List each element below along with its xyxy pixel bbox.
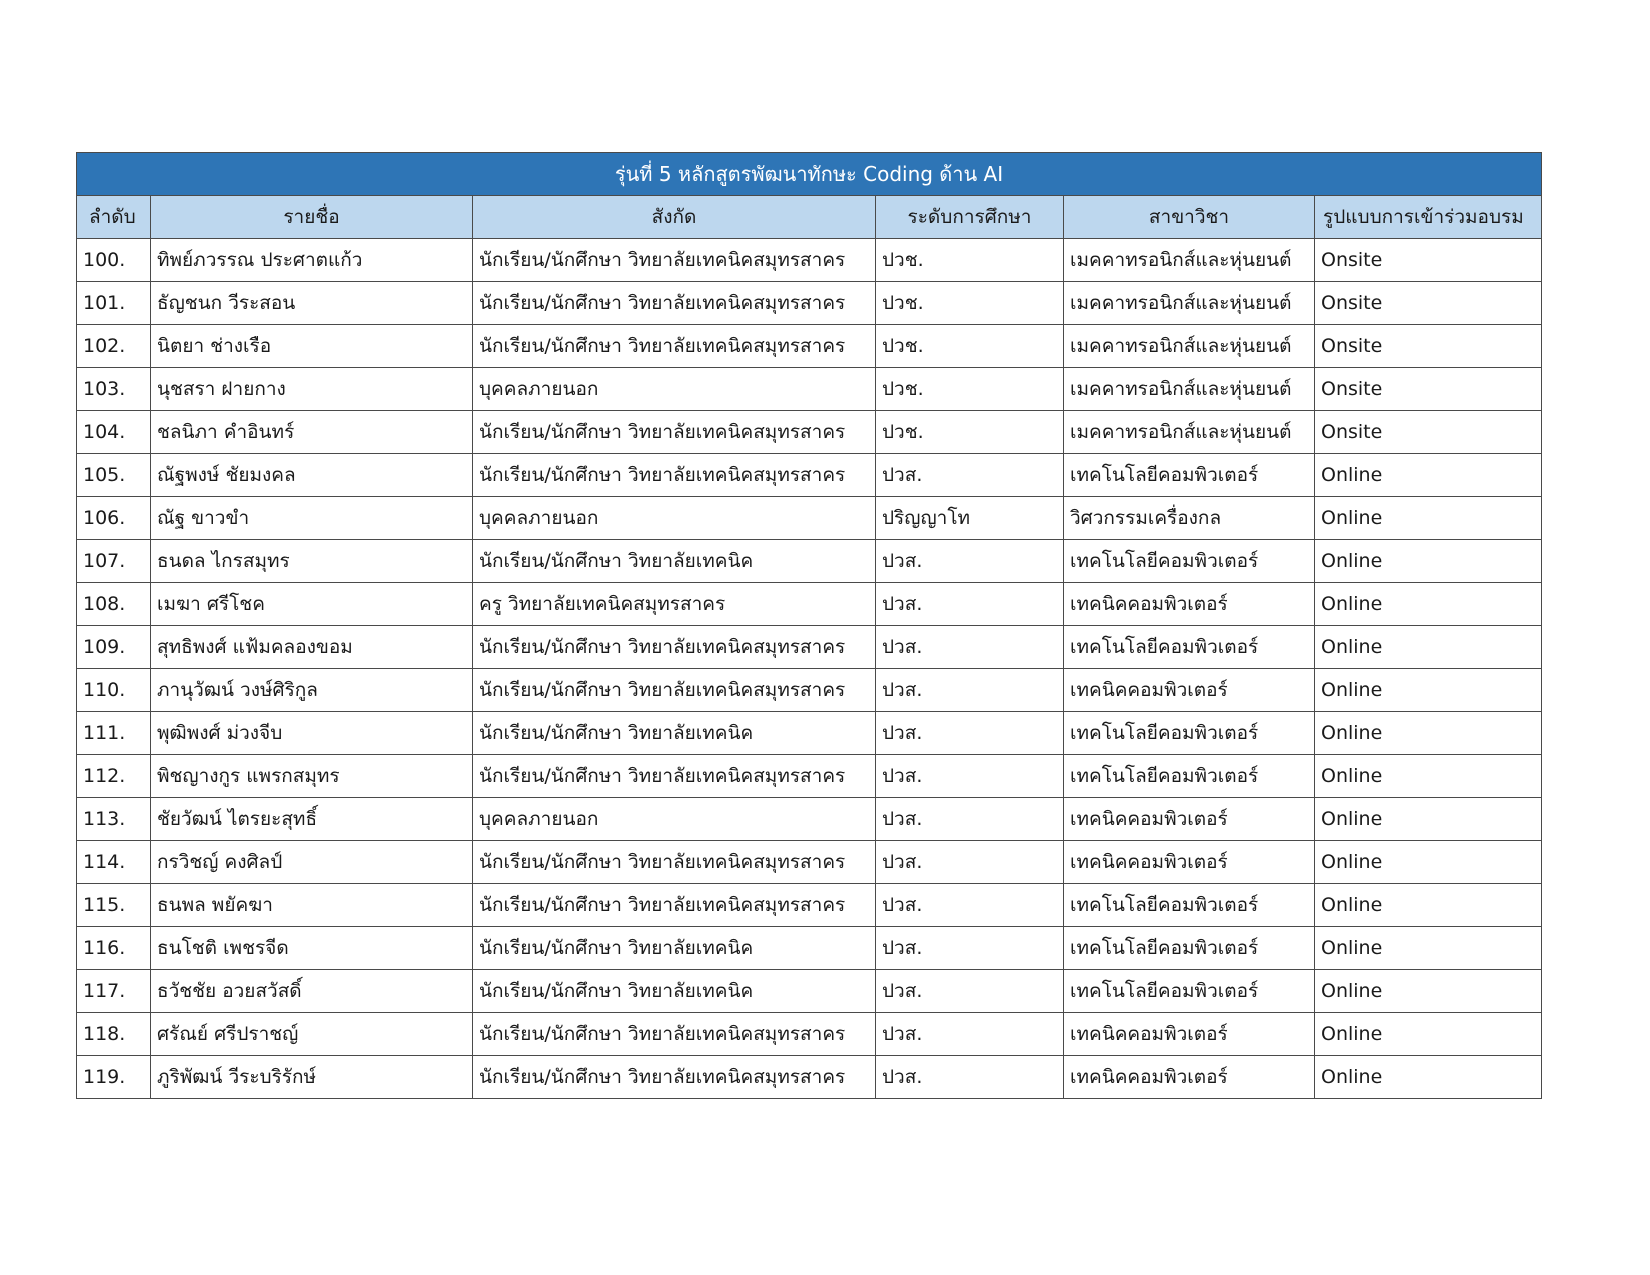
table-row xyxy=(77,970,1542,1013)
cell-mode: Online xyxy=(1315,497,1542,540)
cell-mode: Online xyxy=(1315,1056,1542,1099)
cell-mode: Onsite xyxy=(1315,239,1542,282)
cell-index: 109. xyxy=(77,626,151,669)
cell-affiliation: นักเรียน/นักศึกษา วิทยาลัยเทคนิคสมุทรสาคร xyxy=(473,1013,876,1056)
cell-mode: Online xyxy=(1315,669,1542,712)
cell-mode: Onsite xyxy=(1315,411,1542,454)
table-row xyxy=(77,368,1542,411)
table-row xyxy=(77,841,1542,884)
cell-index: 116. xyxy=(77,927,151,970)
header-level: ระดับการศึกษา xyxy=(876,196,1064,239)
cell-level: ปวช. xyxy=(876,282,1064,325)
cell-affiliation: นักเรียน/นักศึกษา วิทยาลัยเทคนิค xyxy=(473,712,876,755)
cell-level: ปริญญาโท xyxy=(876,497,1064,540)
cell-mode: Online xyxy=(1315,841,1542,884)
cell-mode: Online xyxy=(1315,970,1542,1013)
cell-affiliation: นักเรียน/นักศึกษา วิทยาลัยเทคนิคสมุทรสาคร xyxy=(473,1056,876,1099)
cell-affiliation: นักเรียน/นักศึกษา วิทยาลัยเทคนิคสมุทรสาคร xyxy=(473,411,876,454)
cell-affiliation: นักเรียน/นักศึกษา วิทยาลัยเทคนิคสมุทรสาคร xyxy=(473,755,876,798)
cell-affiliation: นักเรียน/นักศึกษา วิทยาลัยเทคนิค xyxy=(473,540,876,583)
cell-index: 104. xyxy=(77,411,151,454)
cell-level: ปวส. xyxy=(876,884,1064,927)
cell-mode: Online xyxy=(1315,1013,1542,1056)
cell-name: ภานุวัฒน์ วงษ์ศิริกูล xyxy=(151,669,473,712)
cell-index: 107. xyxy=(77,540,151,583)
cell-level: ปวส. xyxy=(876,1013,1064,1056)
cell-index: 117. xyxy=(77,970,151,1013)
cell-major: เทคนิคคอมพิวเตอร์ xyxy=(1064,1013,1315,1056)
cell-major: เทคโนโลยีคอมพิวเตอร์ xyxy=(1064,454,1315,497)
cell-mode: Online xyxy=(1315,454,1542,497)
cell-major: เทคโนโลยีคอมพิวเตอร์ xyxy=(1064,626,1315,669)
cell-mode: Online xyxy=(1315,884,1542,927)
cell-mode: Online xyxy=(1315,755,1542,798)
cell-level: ปวส. xyxy=(876,927,1064,970)
cell-name: พุฒิพงศ์ ม่วงจีบ xyxy=(151,712,473,755)
cell-affiliation: นักเรียน/นักศึกษา วิทยาลัยเทคนิคสมุทรสาคร xyxy=(473,325,876,368)
cell-level: ปวช. xyxy=(876,411,1064,454)
cell-level: ปวส. xyxy=(876,712,1064,755)
cell-name: พิชญางกูร แพรกสมุทร xyxy=(151,755,473,798)
cell-major: เมคคาทรอนิกส์และหุ่นยนต์ xyxy=(1064,239,1315,282)
cell-index: 113. xyxy=(77,798,151,841)
cell-mode: Online xyxy=(1315,712,1542,755)
cell-index: 119. xyxy=(77,1056,151,1099)
cell-major: เทคโนโลยีคอมพิวเตอร์ xyxy=(1064,712,1315,755)
table-row xyxy=(77,755,1542,798)
cell-level: ปวส. xyxy=(876,540,1064,583)
participant-table xyxy=(76,152,1542,1099)
table-row xyxy=(77,454,1542,497)
table-row xyxy=(77,798,1542,841)
cell-index: 101. xyxy=(77,282,151,325)
table-title: รุ่นที่ 5 หลักสูตรพัฒนาทักษะ Coding ด้าน AI xyxy=(77,153,1542,196)
cell-level: ปวส. xyxy=(876,970,1064,1013)
cell-mode: Online xyxy=(1315,626,1542,669)
table-row xyxy=(77,411,1542,454)
cell-affiliation: บุคคลภายนอก xyxy=(473,497,876,540)
cell-mode: Onsite xyxy=(1315,368,1542,411)
cell-level: ปวส. xyxy=(876,626,1064,669)
cell-major: เทคนิคคอมพิวเตอร์ xyxy=(1064,841,1315,884)
table-row xyxy=(77,239,1542,282)
table-title-row xyxy=(77,153,1542,196)
cell-level: ปวช. xyxy=(876,368,1064,411)
table-header-row xyxy=(77,196,1542,239)
cell-index: 106. xyxy=(77,497,151,540)
cell-level: ปวช. xyxy=(876,239,1064,282)
header-affiliation: สังกัด xyxy=(473,196,876,239)
cell-affiliation: นักเรียน/นักศึกษา วิทยาลัยเทคนิคสมุทรสาคร xyxy=(473,239,876,282)
cell-level: ปวส. xyxy=(876,841,1064,884)
cell-index: 103. xyxy=(77,368,151,411)
cell-index: 110. xyxy=(77,669,151,712)
cell-level: ปวส. xyxy=(876,798,1064,841)
table-row xyxy=(77,282,1542,325)
header-mode: รูปแบบการเข้าร่วมอบรม xyxy=(1315,196,1542,239)
cell-index: 105. xyxy=(77,454,151,497)
cell-name: สุทธิพงศ์ แฟ้มคลองขอม xyxy=(151,626,473,669)
table-row xyxy=(77,1013,1542,1056)
table-row xyxy=(77,712,1542,755)
cell-major: เทคนิคคอมพิวเตอร์ xyxy=(1064,583,1315,626)
cell-level: ปวส. xyxy=(876,454,1064,497)
table-row xyxy=(77,626,1542,669)
cell-major: เทคนิคคอมพิวเตอร์ xyxy=(1064,1056,1315,1099)
cell-name: ภูริพัฒน์ วีระบริรักษ์ xyxy=(151,1056,473,1099)
cell-affiliation: นักเรียน/นักศึกษา วิทยาลัยเทคนิคสมุทรสาคร xyxy=(473,454,876,497)
cell-mode: Online xyxy=(1315,540,1542,583)
cell-name: ทิพย์ภวรรณ ประศาตแก้ว xyxy=(151,239,473,282)
cell-major: เทคนิคคอมพิวเตอร์ xyxy=(1064,669,1315,712)
cell-name: ชลนิภา คำอินทร์ xyxy=(151,411,473,454)
cell-name: ชัยวัฒน์ ไตรยะสุทธิ์ xyxy=(151,798,473,841)
cell-index: 102. xyxy=(77,325,151,368)
table-row xyxy=(77,884,1542,927)
cell-mode: Onsite xyxy=(1315,325,1542,368)
cell-major: เมคคาทรอนิกส์และหุ่นยนต์ xyxy=(1064,411,1315,454)
cell-name: ณัฐพงษ์ ชัยมงคล xyxy=(151,454,473,497)
cell-affiliation: นักเรียน/นักศึกษา วิทยาลัยเทคนิคสมุทรสาคร xyxy=(473,282,876,325)
cell-name: ศรัณย์ ศรีปราชญ์ xyxy=(151,1013,473,1056)
cell-name: นุชสรา ฝายกาง xyxy=(151,368,473,411)
cell-index: 108. xyxy=(77,583,151,626)
cell-major: วิศวกรรมเครื่องกล xyxy=(1064,497,1315,540)
cell-major: เมคคาทรอนิกส์และหุ่นยนต์ xyxy=(1064,368,1315,411)
header-name: รายชื่อ xyxy=(151,196,473,239)
cell-name: ธวัชชัย อวยสวัสดิ์ xyxy=(151,970,473,1013)
cell-index: 115. xyxy=(77,884,151,927)
header-index: ลำดับ xyxy=(77,196,151,239)
cell-level: ปวช. xyxy=(876,325,1064,368)
cell-index: 100. xyxy=(77,239,151,282)
cell-major: เทคโนโลยีคอมพิวเตอร์ xyxy=(1064,970,1315,1013)
cell-affiliation: ครู วิทยาลัยเทคนิคสมุทรสาคร xyxy=(473,583,876,626)
table-row xyxy=(77,1056,1542,1099)
table-row xyxy=(77,325,1542,368)
cell-affiliation: นักเรียน/นักศึกษา วิทยาลัยเทคนิคสมุทรสาคร xyxy=(473,841,876,884)
cell-affiliation: บุคคลภายนอก xyxy=(473,368,876,411)
cell-affiliation: นักเรียน/นักศึกษา วิทยาลัยเทคนิคสมุทรสาคร xyxy=(473,626,876,669)
cell-affiliation: นักเรียน/นักศึกษา วิทยาลัยเทคนิคสมุทรสาคร xyxy=(473,669,876,712)
cell-name: ธนพล พยัคฆา xyxy=(151,884,473,927)
cell-name: ธนดล ไกรสมุทร xyxy=(151,540,473,583)
cell-major: เมคคาทรอนิกส์และหุ่นยนต์ xyxy=(1064,282,1315,325)
cell-level: ปวส. xyxy=(876,669,1064,712)
cell-index: 114. xyxy=(77,841,151,884)
cell-major: เทคโนโลยีคอมพิวเตอร์ xyxy=(1064,884,1315,927)
cell-name: เมฆา ศรีโชค xyxy=(151,583,473,626)
cell-name: ธัญชนก วีระสอน xyxy=(151,282,473,325)
cell-major: เทคโนโลยีคอมพิวเตอร์ xyxy=(1064,540,1315,583)
cell-level: ปวส. xyxy=(876,1056,1064,1099)
cell-mode: Online xyxy=(1315,798,1542,841)
cell-index: 112. xyxy=(77,755,151,798)
cell-index: 111. xyxy=(77,712,151,755)
cell-affiliation: นักเรียน/นักศึกษา วิทยาลัยเทคนิคสมุทรสาคร xyxy=(473,884,876,927)
table-body xyxy=(77,239,1542,1099)
cell-name: นิตยา ช่างเรือ xyxy=(151,325,473,368)
cell-name: ธนโชติ เพชรจีด xyxy=(151,927,473,970)
table-row xyxy=(77,583,1542,626)
cell-name: กรวิชญ์ คงศิลป์ xyxy=(151,841,473,884)
table-row xyxy=(77,497,1542,540)
cell-level: ปวส. xyxy=(876,583,1064,626)
table-row xyxy=(77,927,1542,970)
cell-level: ปวส. xyxy=(876,755,1064,798)
cell-affiliation: นักเรียน/นักศึกษา วิทยาลัยเทคนิค xyxy=(473,927,876,970)
table-row xyxy=(77,669,1542,712)
table-row xyxy=(77,540,1542,583)
cell-index: 118. xyxy=(77,1013,151,1056)
cell-mode: Onsite xyxy=(1315,282,1542,325)
cell-affiliation: บุคคลภายนอก xyxy=(473,798,876,841)
cell-mode: Online xyxy=(1315,927,1542,970)
cell-major: เทคนิคคอมพิวเตอร์ xyxy=(1064,798,1315,841)
cell-affiliation: นักเรียน/นักศึกษา วิทยาลัยเทคนิค xyxy=(473,970,876,1013)
cell-mode: Online xyxy=(1315,583,1542,626)
header-major: สาขาวิชา xyxy=(1064,196,1315,239)
cell-name: ณัฐ ขาวขำ xyxy=(151,497,473,540)
cell-major: เทคโนโลยีคอมพิวเตอร์ xyxy=(1064,927,1315,970)
cell-major: เทคโนโลยีคอมพิวเตอร์ xyxy=(1064,755,1315,798)
cell-major: เมคคาทรอนิกส์และหุ่นยนต์ xyxy=(1064,325,1315,368)
